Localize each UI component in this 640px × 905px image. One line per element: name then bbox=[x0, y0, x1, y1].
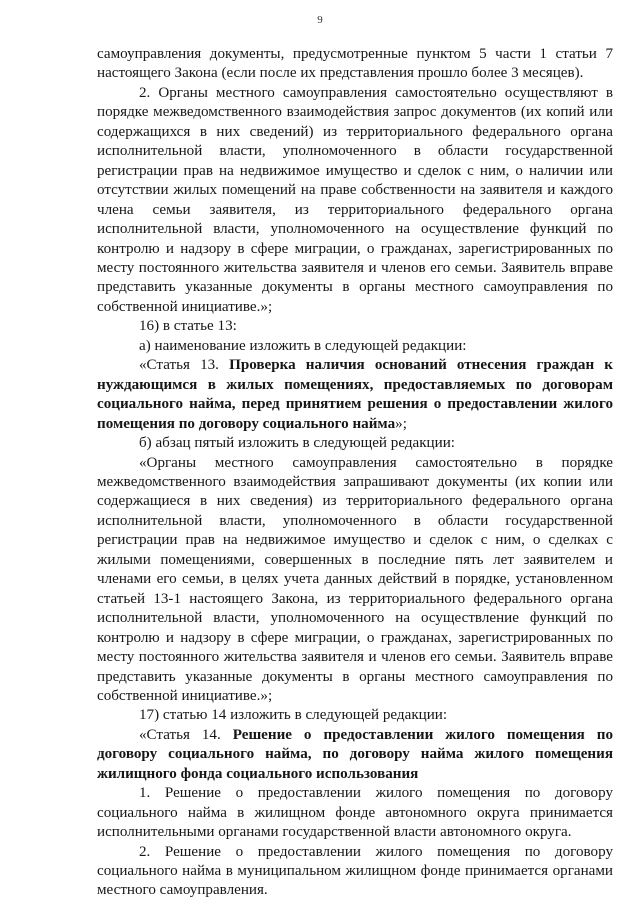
article-14-heading bbox=[97, 726, 613, 784]
paragraph-item-16a: а) наименование изложить в следующей редакции: bbox=[139, 337, 467, 354]
paragraph-item-16b: б) абзац пятый изложить в следующей редакции: bbox=[139, 435, 455, 452]
paragraph-item-2: 2. Органы местного самоуправления самостоятельно осуществляют в порядке межведомственного взаимодействия запрос документов (их копий или содержащихся в них сведений) из территориального федерального органа исполнительной власти, уполномоченного в области государственной регистрации прав на недвижимое имущество и сделок с ним, о наличии или отсутствии жилых помещений на праве собственности на заявителя и каждого члена семьи заявителя, из территориального федерального органа исполнительной власти, уполномоченного на осуществление функций по контролю и надзору в сфере миграции, о гражданах, зарегистрированных по месту постоянного жительства заявителя и членов его семьи. Заявитель вправе представить указанные документы в органы местного самоуправления по собственной инициативе.»; bbox=[97, 84, 613, 315]
paragraph-paragraph-five: «Органы местного самоуправления самостоятельно в порядке межведомственного взаимодействия запрашивают документы (их копии или содержащиеся в них сведения) из территориального федерального органа исполнительной власти, уполномоченного в области государственной регистрации прав на недвижимое имущество и сделок с ним, о сделках с жилыми помещениями, совершенных в последние пять лет заявителем и членами его семьи, в целях учета данных действий в порядке, установленном статьей 13-1 настоящего Закона, из территориального федерального органа исполнительной власти, уполномоченного на осуществление функций по контролю и надзору в сфере миграции, о гражданах, зарегистрированных по месту постоянного жительства заявителя и членов его семьи. Заявитель вправе представить указанные документы в органы местного самоуправления по собственной инициативе.»; bbox=[97, 454, 613, 704]
article-14-point-2: 2. Решение о предоставлении жилого помещения по договору социального найма в муниципальном жилищном фонде принимается органами местного самоуправления. bbox=[97, 843, 613, 899]
page-number: 9 bbox=[317, 14, 323, 26]
paragraph-item-17: 17) статью 14 изложить в следующей редакции: bbox=[139, 707, 448, 724]
paragraph-item-16: 16) в статье 13: bbox=[139, 318, 237, 335]
article-14-title: Решение о предоставлении жилого помещения по договору социального найма, по договору найма жилого помещения жилищного фонда социального использования bbox=[97, 726, 614, 782]
document-body bbox=[97, 45, 613, 901]
article-14-lead: «Статья 14. bbox=[139, 726, 233, 743]
article-13-tail: »; bbox=[395, 415, 407, 432]
article-13-title: Проверка наличия оснований отнесения граждан к нуждающимся в жилых помещениях, предоставляемых по договорам социального найма, перед принятием решения о предоставлении жилого помещения по договору социального найма bbox=[97, 357, 613, 432]
paragraph-continued: самоуправления документы, предусмотренные пунктом 5 части 1 статьи 7 настоящего Закона (если после их представления прошло более 3 месяцев). bbox=[97, 46, 613, 82]
article-13-heading bbox=[97, 356, 613, 434]
article-13-lead: «Статья 13. bbox=[139, 357, 230, 374]
article-14-point-1: 1. Решение о предоставлении жилого помещения по договору социального найма в жилищном фонде автономного округа принимается исполнительными органами государственной власти автономного округа. bbox=[97, 785, 613, 841]
